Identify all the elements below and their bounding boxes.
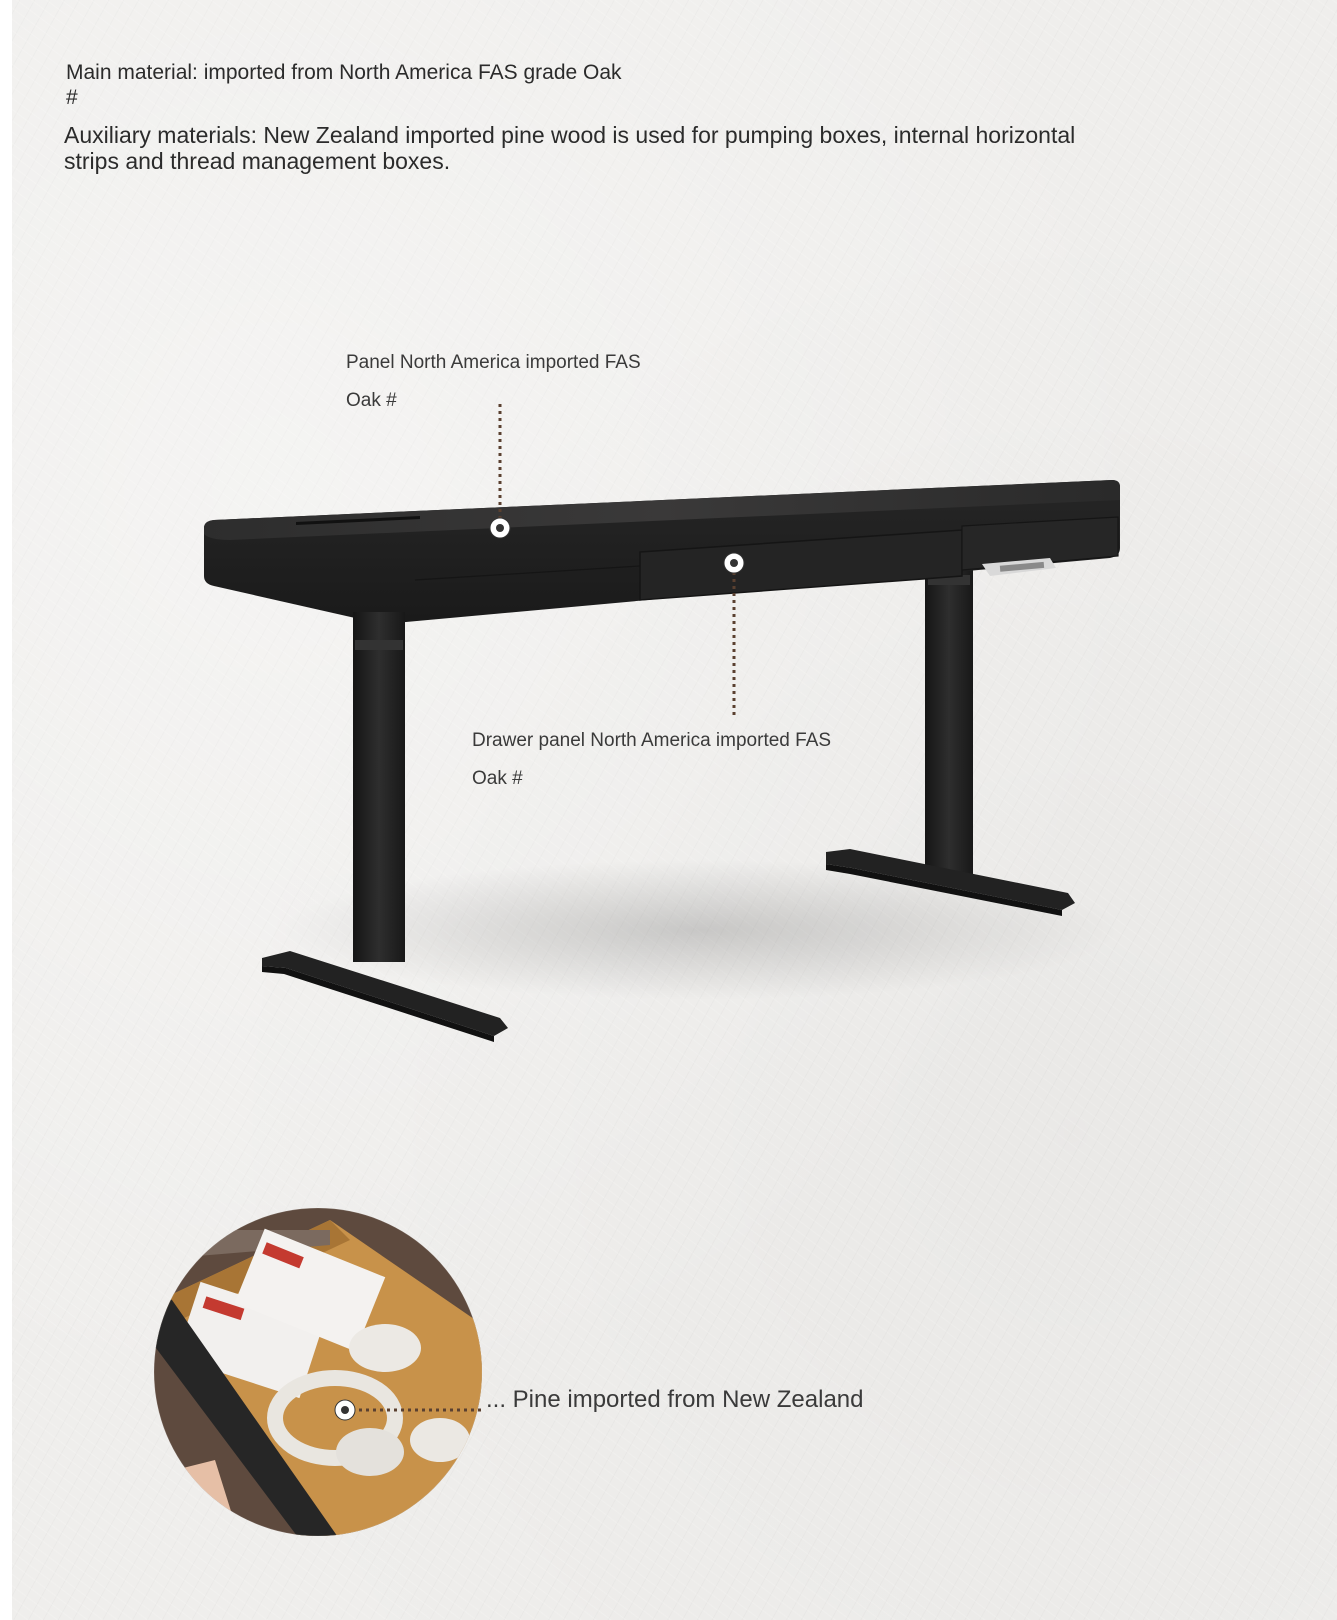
panel-callout-label: Panel North America imported FAS	[346, 352, 641, 373]
desk-top	[204, 480, 1120, 623]
back-leg	[826, 568, 1075, 916]
drawer-callout-label: Drawer panel North America imported FAS	[472, 730, 832, 751]
drawer-interior-detail	[150, 1200, 490, 1540]
panel-callout-sublabel: Oak #	[346, 390, 397, 411]
drawer-callout-sublabel: Oak #	[472, 768, 523, 789]
main-material-text: Main material: imported from North America FAS grade Oak #	[66, 61, 622, 109]
auxiliary-materials-text: Auxiliary materials: New Zealand imported pine wood is used for pumping boxes, internal horizontal strips and thread management boxes.	[64, 122, 1076, 174]
pine-callout-label: ... Pine imported from New Zealand	[486, 1386, 864, 1413]
